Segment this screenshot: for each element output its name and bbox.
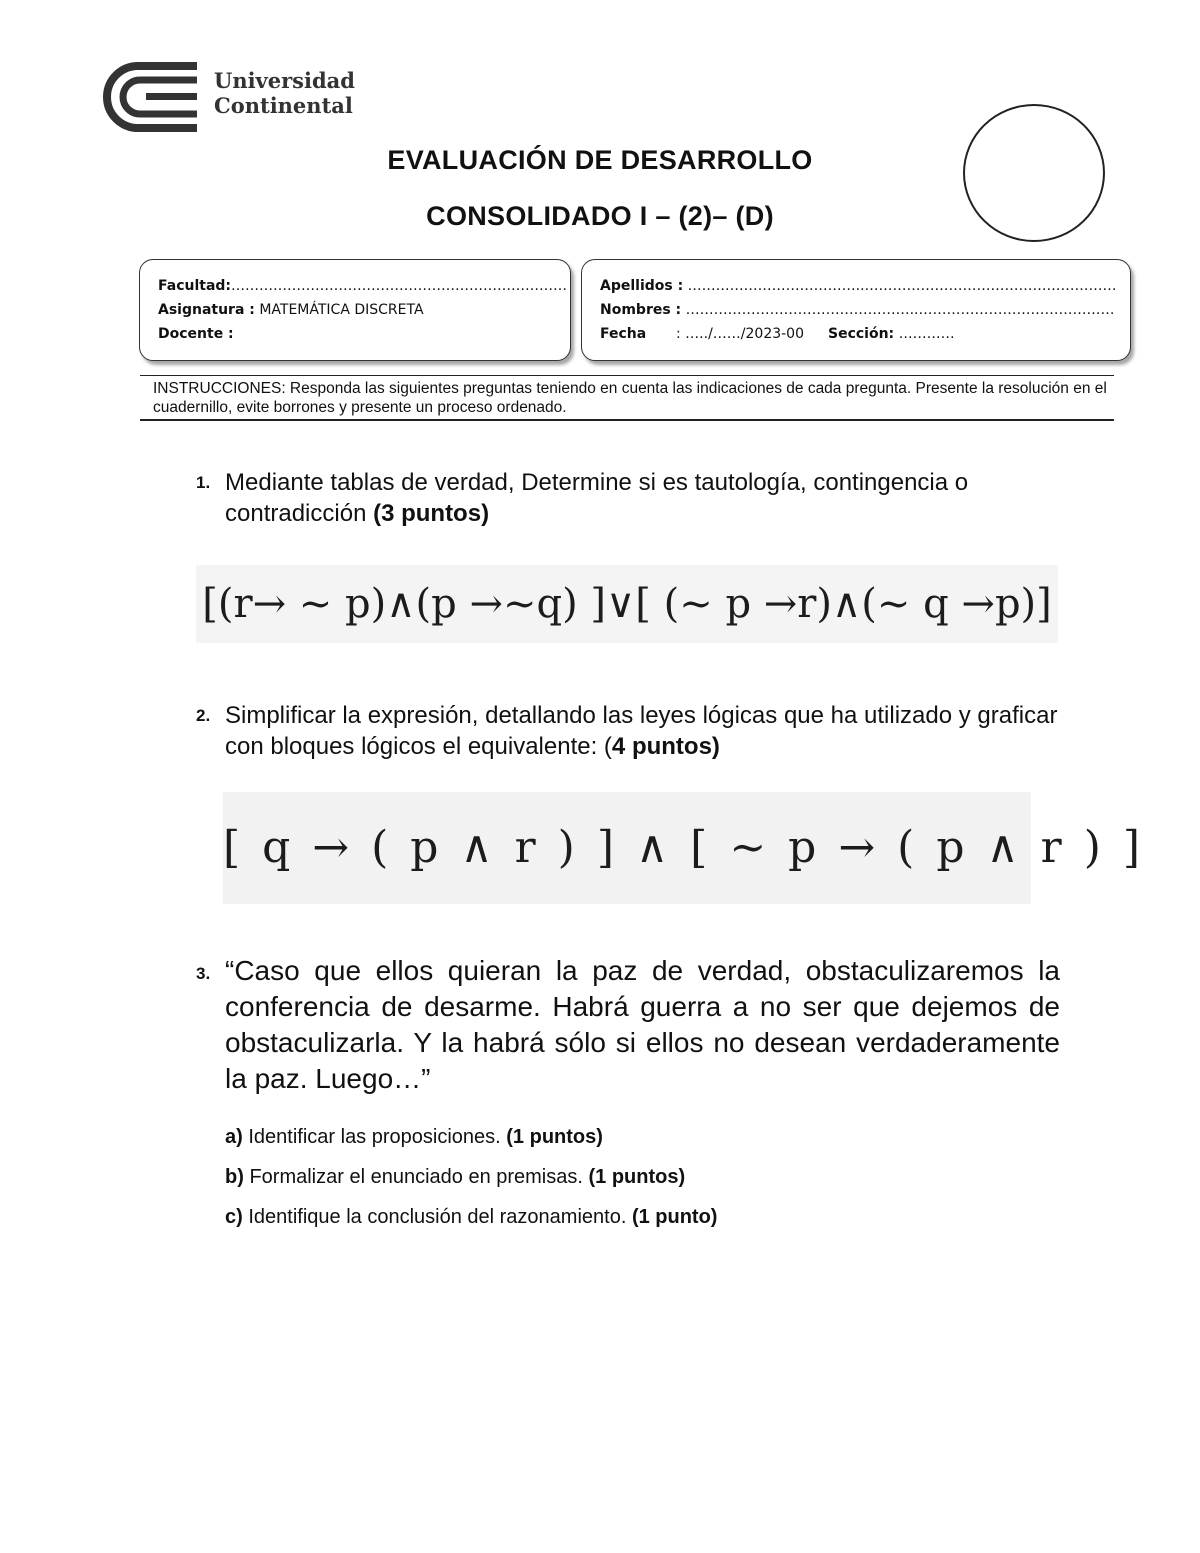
- fecha-field[interactable]: : …../……/2023-00: [676, 326, 804, 342]
- subquestion-text: Identificar las proposiciones.: [242, 1126, 507, 1148]
- nombres-field[interactable]: …………………………………………..……………………………………: [681, 302, 1115, 318]
- asignatura-row: [158, 302, 424, 318]
- docente-row: [158, 326, 234, 342]
- question-text: “Caso que ellos quieran la paz de verdad, obstaculizaremos la conferencia de desarme. Habrá guerra a no ser que dejemos de obstaculizarla. Y la habrá sólo si ellos no desean verdaderamente la paz. Luego…”: [225, 955, 1060, 1094]
- subquestion-a: [225, 1124, 603, 1150]
- question-1: [196, 467, 1060, 529]
- question-text: Simplificar la expresión, detallando las leyes lógicas que ha utilizado y graficar con bloques lógicos el equivalente: (: [225, 702, 1058, 760]
- apellidos-field[interactable]: ………………………………..………………………………………………: [683, 278, 1117, 294]
- logo-line-2: Continental: [214, 93, 353, 118]
- subquestion-letter: b): [225, 1166, 244, 1188]
- nombres-label: Nombres :: [600, 302, 682, 318]
- subquestion-points: (1 puntos): [506, 1126, 603, 1148]
- subquestion-points: (1 puntos): [588, 1166, 686, 1188]
- question-points: 4 puntos): [611, 733, 720, 760]
- seccion-field[interactable]: …………: [894, 326, 955, 342]
- question-number: 3.: [196, 964, 211, 983]
- logo-emblem-icon: [100, 62, 210, 132]
- subquestion-letter: a): [225, 1126, 243, 1148]
- question-3: [196, 953, 1060, 1097]
- docente-label: Docente :: [158, 326, 234, 342]
- question-2: [196, 700, 1060, 762]
- question-points: (3 puntos): [373, 500, 490, 527]
- course-info-box: [139, 259, 571, 361]
- question-text: Mediante tablas de verdad, Determine si es tautología, contingencia o contradicción: [225, 469, 969, 527]
- fecha-label: Fecha: [600, 326, 647, 342]
- formula-1: [(r→ ~ p)∧(p →~q) ]∨[ (~ p →r)∧(~ q →p)]: [196, 565, 1058, 643]
- nombres-row: [600, 302, 1115, 318]
- page-subtitle: CONSOLIDADO I – (2)– (D): [426, 201, 774, 231]
- page-title: EVALUACIÓN DE DESARROLLO: [387, 145, 813, 175]
- seccion-label: Sección:: [828, 326, 895, 342]
- apellidos-row: [600, 278, 1117, 294]
- instructions: INSTRUCCIONES: Responda las siguientes preguntas teniendo en cuenta las indicaciones de cada pregunta. Presente la resolución en el cuadernillo, evite borrones y presente un proceso ordenado.: [140, 375, 1114, 421]
- question-number: 2.: [196, 706, 211, 725]
- grade-circle: [963, 104, 1105, 242]
- facultad-field[interactable]: ………………………………………………………………: [231, 278, 568, 294]
- subquestion-letter: c): [225, 1206, 243, 1228]
- logo-wordmark: [214, 68, 355, 118]
- fecha-row: [600, 326, 955, 342]
- apellidos-label: Apellidos :: [600, 278, 684, 294]
- asignatura-label: Asignatura :: [158, 302, 255, 318]
- university-logo: [100, 62, 370, 132]
- facultad-label: Facultad:: [158, 278, 232, 294]
- formula-2: [ q → ( p ∧ r ) ] ∧ [ ~ p → ( p ∧ r ) ]: [223, 792, 1031, 904]
- subquestion-b: [225, 1164, 685, 1190]
- subquestion-c: [225, 1204, 717, 1230]
- question-number: 1.: [196, 473, 211, 492]
- subquestion-points: (1 punto): [631, 1206, 718, 1228]
- asignatura-value: MATEMÁTICA DISCRETA: [254, 302, 424, 318]
- student-info-box: [581, 259, 1131, 361]
- facultad-row: [158, 278, 567, 294]
- subquestion-text: Formalizar el enunciado en premisas.: [243, 1166, 589, 1188]
- logo-line-1: Universidad: [214, 68, 355, 93]
- subquestion-text: Identifique la conclusión del razonamiento.: [242, 1206, 632, 1228]
